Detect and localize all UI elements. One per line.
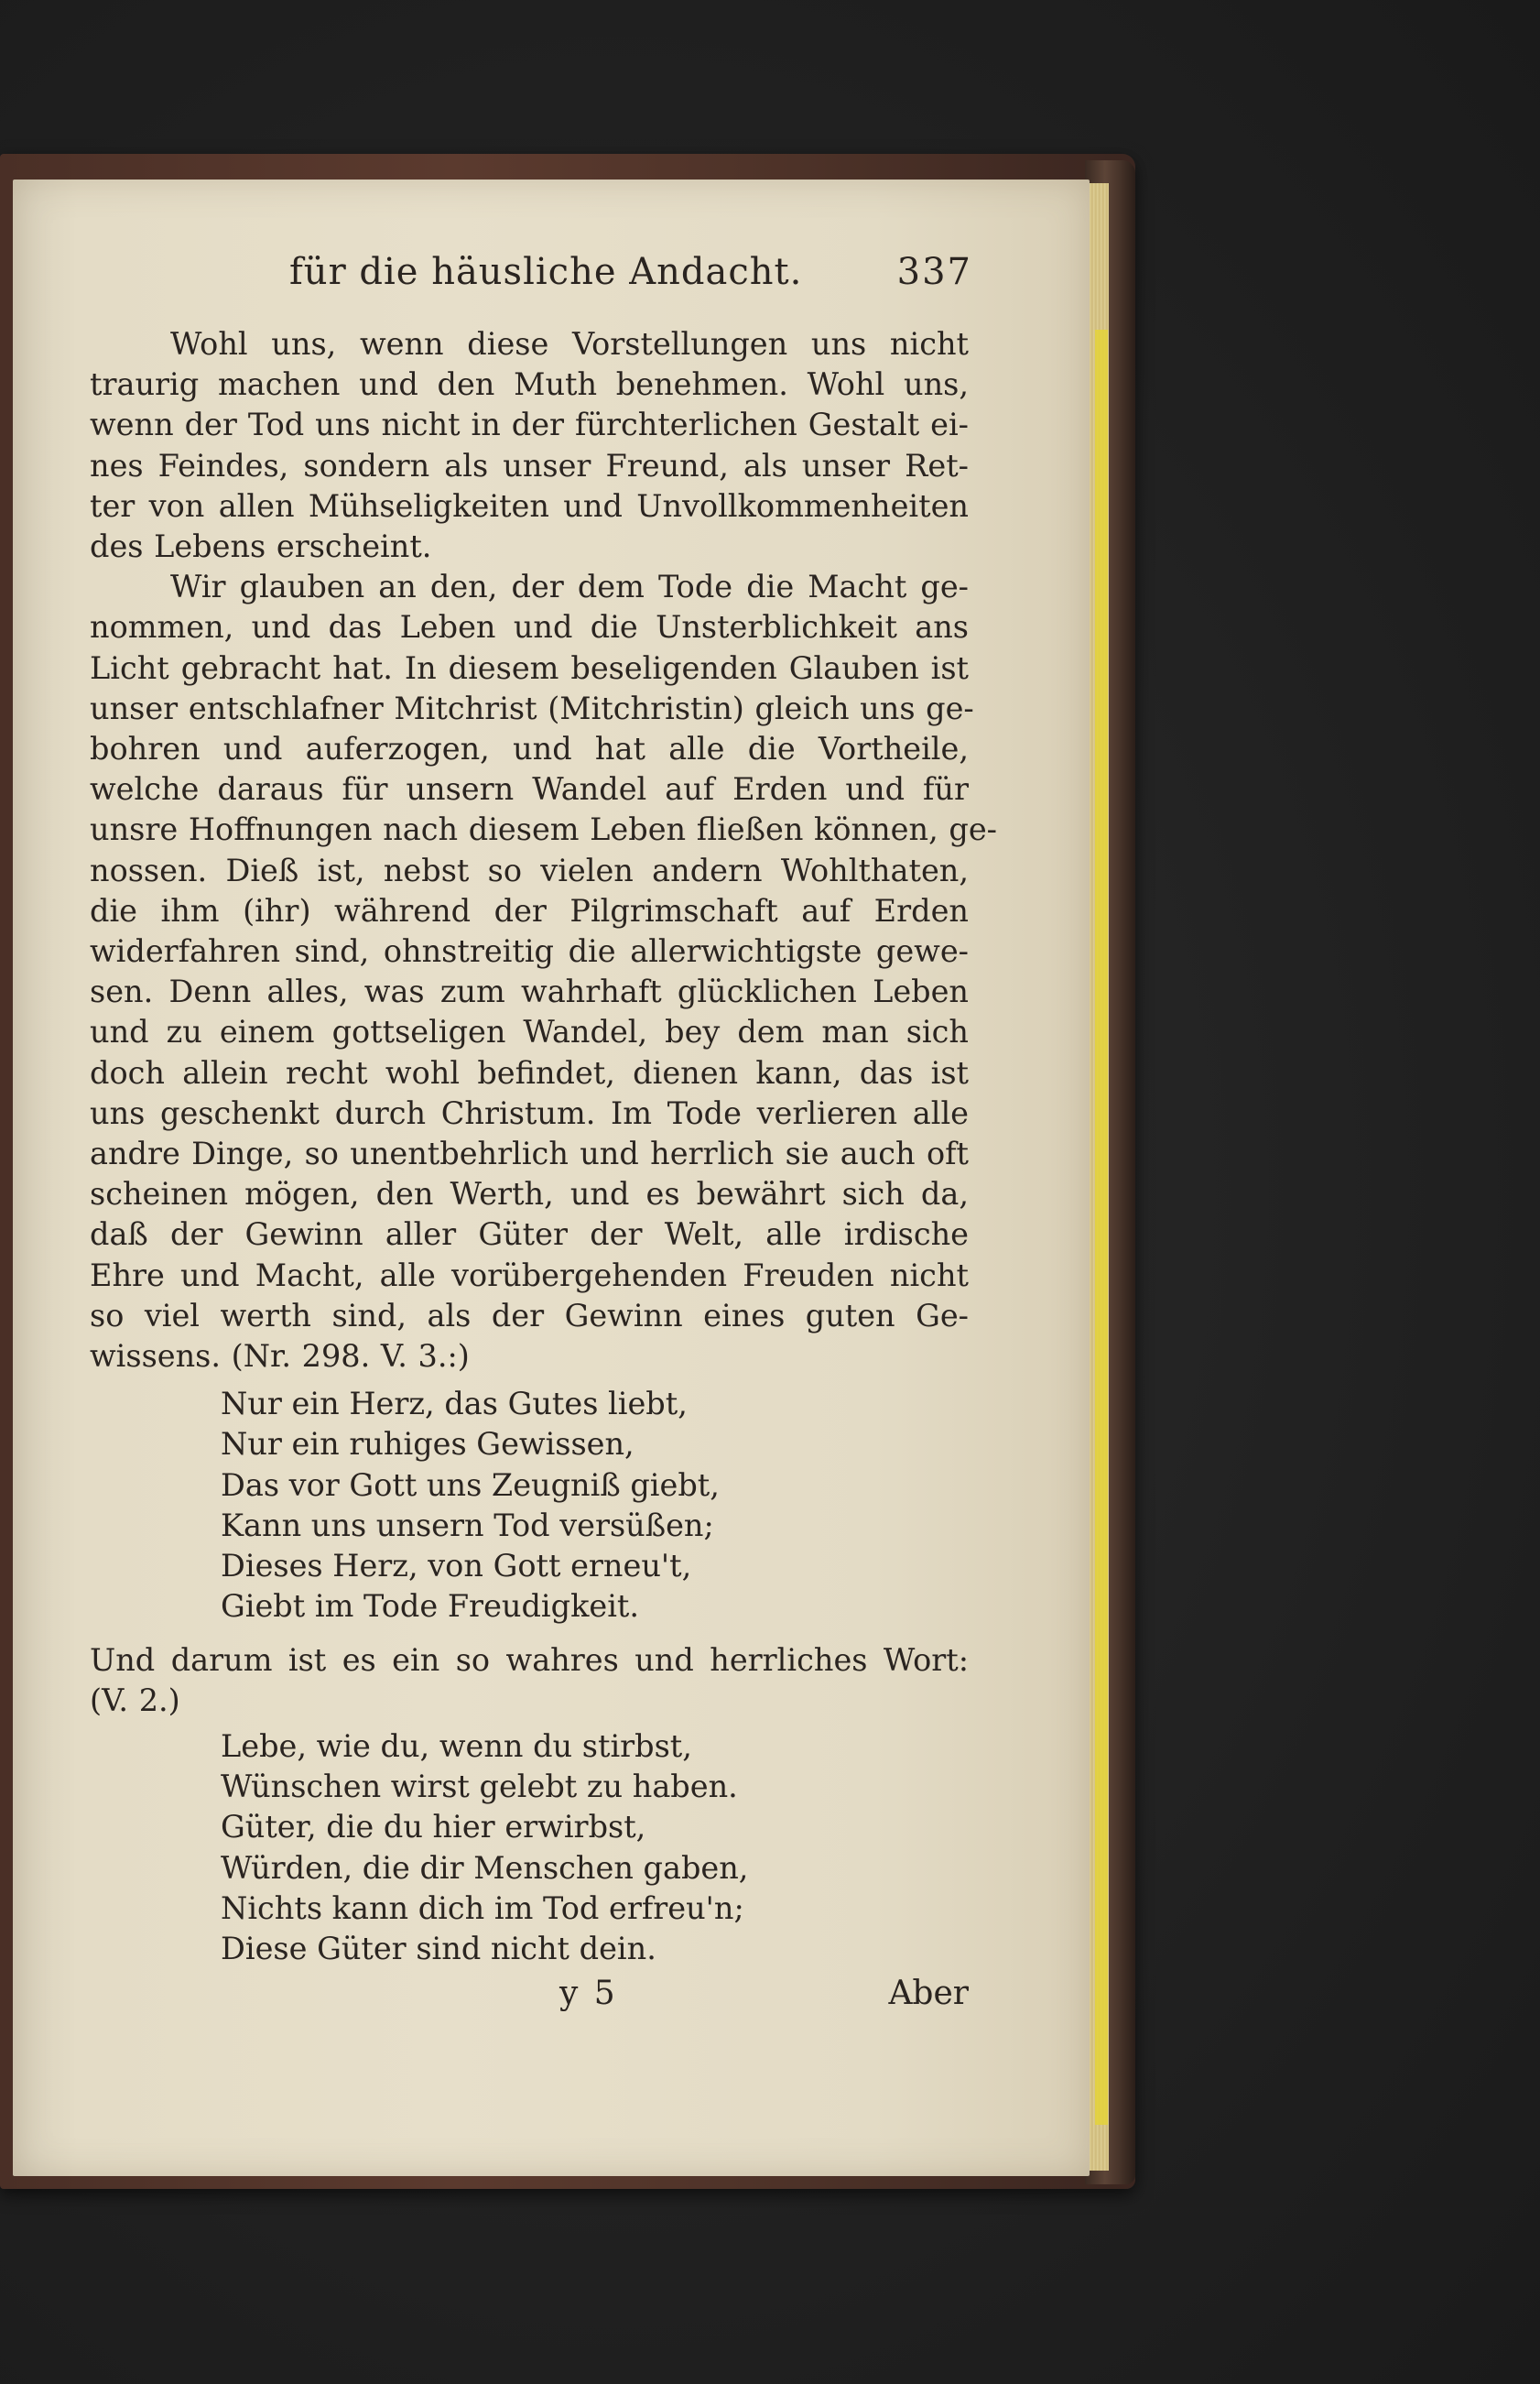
- text-line: des Lebens erscheint.: [90, 528, 432, 565]
- verse-line: Das vor Gott uns Zeugniß giebt,: [221, 1466, 720, 1503]
- text-line: Wohl uns, wenn diese Vorstellungen uns nicht: [170, 326, 969, 362]
- text-line: wenn der Tod uns nicht in der fürchterlichen Gestalt ei-: [90, 407, 969, 443]
- yellow-page-edge: [1095, 330, 1108, 2125]
- text-line: daß der Gewinn aller Güter der Welt, alle irdische: [90, 1216, 969, 1253]
- text-line: wissens. (Nr. 298. V. 3.:): [90, 1338, 470, 1375]
- text-line: nossen. Dieß ist, nebst so vielen andern Wohlthaten,: [90, 852, 969, 888]
- text-line: doch allein recht wohl befindet, dienen kann, das ist: [90, 1054, 969, 1091]
- paragraph-2: [90, 567, 997, 1377]
- verse-line: Nur ein Herz, das Gutes liebt,: [221, 1386, 688, 1422]
- verse-line: Nur ein ruhiges Gewissen,: [221, 1426, 634, 1463]
- text-line: Wir glauben an den, der dem Tode die Macht ge-: [170, 569, 969, 605]
- text-line: nes Feindes, sondern als unser Freund, als unser Ret-: [90, 447, 969, 484]
- text-line: so viel werth sind, als der Gewinn eines guten Ge-: [90, 1297, 969, 1334]
- verse-stanza-1: [90, 1384, 969, 1627]
- verse-line: Lebe, wie du, wenn du stirbst,: [221, 1727, 692, 1764]
- text-line: Licht gebracht hat. In diesem beseligenden Glauben ist: [90, 649, 969, 686]
- paragraph-3: [90, 1640, 969, 1721]
- text-line: unsre Hoffnungen nach diesem Leben fließen können, ge-: [90, 811, 997, 848]
- text-line: Ehre und Macht, alle vorübergehenden Freuden nicht: [90, 1257, 969, 1293]
- verse-line: Giebt im Tode Freudigkeit.: [221, 1588, 640, 1625]
- text-line: unser entschlafner Mitchrist (Mitchristin) gleich uns ge-: [90, 690, 974, 726]
- text-line: welche daraus für unsern Wandel auf Erden und für: [90, 771, 969, 808]
- text-line: sen. Denn alles, was zum wahrhaft glücklichen Leben: [90, 974, 969, 1010]
- catchword: Aber: [888, 1975, 969, 2013]
- verse-line: Dieses Herz, von Gott erneu't,: [221, 1548, 692, 1584]
- text-line: Und darum ist es ein so wahres und herrliches Wort:: [90, 1641, 969, 1678]
- verse-line: Nichts kann dich im Tod erfreu'n;: [221, 1889, 744, 1926]
- verse-line: Wünschen wirst gelebt zu haben.: [221, 1769, 738, 1805]
- text-line: traurig machen und den Muth benehmen. Wohl uns,: [90, 366, 969, 403]
- book-page: [13, 180, 1090, 2176]
- text-line: ter von allen Mühseligkeiten und Unvollkommenheiten: [90, 487, 969, 524]
- verse-line: Diese Güter sind nicht dein.: [221, 1930, 656, 1966]
- text-line: und zu einem gottseligen Wandel, bey dem man sich: [90, 1014, 969, 1050]
- signature-mark: y 5: [559, 1975, 618, 2013]
- text-line: widerfahren sind, ohnstreitig die allerwichtigste gewe-: [90, 933, 969, 970]
- text-line: bohren und auferzogen, und hat alle die Vortheile,: [90, 731, 969, 767]
- page-footer: [90, 1975, 969, 2030]
- text-line: die ihm (ihr) während der Pilgrimschaft auf Erden: [90, 892, 969, 929]
- running-title: für die häusliche Andacht.: [289, 251, 803, 293]
- text-line: uns geschenkt durch Christum. Im Tode verlieren alle: [90, 1094, 969, 1131]
- text-line: scheinen mögen, den Werth, und es bewährt sich da,: [90, 1176, 969, 1213]
- verse-line: Würden, die dir Menschen gaben,: [221, 1849, 749, 1886]
- verse-line: Güter, die du hier erwirbst,: [221, 1809, 646, 1845]
- page-number: 337: [896, 251, 972, 293]
- text-line: nommen, und das Leben und die Unsterblichkeit ans: [90, 609, 969, 646]
- text-line: andre Dinge, so unentbehrlich und herrlich sie auch oft: [90, 1136, 969, 1172]
- verse-line: Kann uns unsern Tod versüßen;: [221, 1507, 714, 1543]
- verse-stanza-2: [90, 1726, 969, 1969]
- text-line: (V. 2.): [90, 1682, 180, 1718]
- page-content: [90, 244, 997, 2030]
- running-head: [90, 244, 972, 313]
- paragraph-1: [90, 324, 969, 567]
